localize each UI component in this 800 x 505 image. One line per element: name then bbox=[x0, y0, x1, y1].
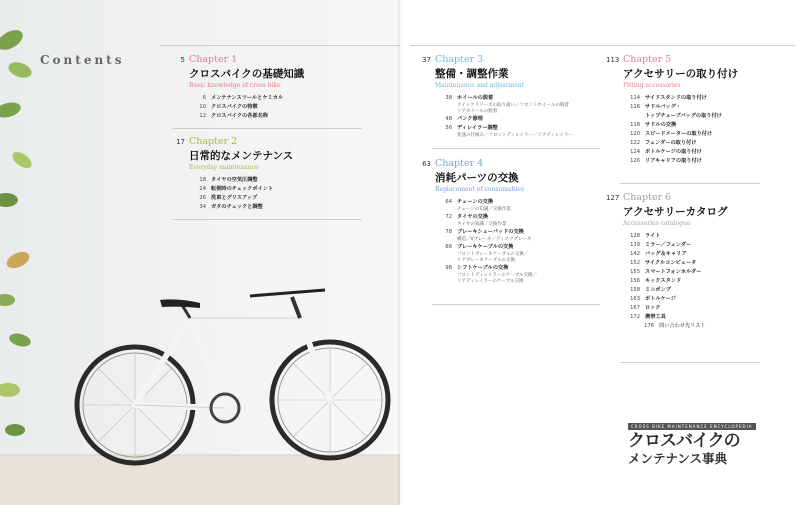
contents-list bbox=[172, 94, 304, 121]
item-page-number: 120 bbox=[630, 131, 640, 137]
chapter-header bbox=[418, 158, 537, 169]
contents-item bbox=[172, 112, 304, 121]
chapter-page-number: 63 bbox=[422, 160, 431, 168]
contents-item bbox=[606, 112, 738, 121]
item-page-number: 10 bbox=[199, 104, 206, 110]
item-subtopics: タイヤの知識／交換作業 bbox=[457, 222, 507, 227]
item-title: シフトケーブルの交換 bbox=[457, 265, 509, 271]
item-page-number: 142 bbox=[630, 251, 640, 257]
contents-item bbox=[606, 313, 727, 322]
chapter-title: 消耗パーツの交換 bbox=[435, 172, 519, 184]
item-title: メンテナンスツールとケミカル bbox=[211, 95, 284, 101]
chapter-title: アクセサリーの取り付け bbox=[623, 68, 739, 80]
chapter-subtitle-en: Replacement of consumables bbox=[435, 186, 524, 193]
item-page-number: 124 bbox=[630, 149, 640, 155]
item-page-number: 152 bbox=[630, 260, 640, 266]
chapter-header bbox=[172, 54, 304, 65]
logo-tagline: CROSS BIKE MAINTENANCE ENCYCLOPEDIA bbox=[628, 423, 756, 430]
divider bbox=[160, 45, 400, 46]
contents-item bbox=[606, 286, 727, 295]
item-title: クロスバイクの特徴 bbox=[211, 104, 258, 110]
item-title: バッグ＆キャリア bbox=[645, 251, 687, 257]
item-title: ボトルケージの取り付け bbox=[645, 149, 702, 155]
logo-title-line2: メンテナンス事典 bbox=[628, 451, 728, 466]
item-subtopics: クイックリリーズの取り扱い／フロントホイールの脱着 bbox=[457, 103, 569, 108]
contents-item bbox=[606, 259, 727, 268]
chapter-title: アクセサリーカタログ bbox=[623, 206, 728, 218]
item-title: クロスバイクの各部名称 bbox=[211, 113, 268, 119]
item-title: ホイールの脱着 bbox=[457, 95, 494, 101]
item-page-number: 158 bbox=[630, 287, 640, 293]
item-title: ボトルケージ bbox=[645, 296, 676, 302]
logo-title-line1: クロスバイクの bbox=[628, 431, 740, 451]
item-page-number: 156 bbox=[630, 278, 640, 284]
contents-item bbox=[606, 277, 727, 286]
item-title: リアキャリアの取り付け bbox=[645, 158, 702, 164]
item-title: 問い合わせ先リスト bbox=[659, 323, 706, 329]
item-title: ロック bbox=[645, 305, 661, 311]
item-title: ガタのチェックと調整 bbox=[211, 204, 263, 210]
item-title: ライト bbox=[645, 233, 661, 239]
chapter-header bbox=[606, 54, 738, 65]
item-page-number: 18 bbox=[199, 177, 206, 183]
contents-item bbox=[418, 124, 573, 133]
chapter-header bbox=[606, 192, 727, 203]
chapter-header bbox=[172, 136, 293, 147]
item-title: パンク修理 bbox=[457, 116, 483, 122]
contents-item bbox=[418, 198, 537, 207]
item-subtopics: チェーンの知識／交換作業 bbox=[457, 207, 511, 212]
contents-item bbox=[418, 264, 537, 273]
contents-item bbox=[606, 241, 727, 250]
item-page-number: 86 bbox=[445, 244, 452, 250]
item-page-number: 48 bbox=[445, 116, 452, 122]
divider bbox=[432, 304, 600, 305]
contents-item bbox=[606, 148, 738, 157]
divider bbox=[432, 148, 600, 149]
chapter-page-number: 113 bbox=[606, 56, 620, 64]
book-logo bbox=[628, 413, 763, 466]
chapter-label: Chapter 5 bbox=[623, 54, 672, 65]
item-title: タイヤの空気圧調整 bbox=[211, 177, 258, 183]
chapter-6-section bbox=[606, 192, 727, 331]
divider bbox=[172, 219, 362, 220]
item-page-number: 163 bbox=[630, 296, 640, 302]
chapter-page-number: 37 bbox=[422, 56, 431, 64]
contents-item bbox=[606, 232, 727, 241]
item-page-number: 6 bbox=[202, 95, 206, 101]
item-title: ミラー／フェンダー bbox=[645, 242, 692, 248]
contents-list bbox=[418, 198, 537, 285]
contents-item bbox=[606, 157, 738, 166]
item-page-number: 118 bbox=[630, 122, 640, 128]
contents-item bbox=[418, 115, 573, 124]
contents-item bbox=[606, 322, 727, 331]
item-page-number: 98 bbox=[445, 265, 452, 271]
contents-list bbox=[606, 232, 727, 331]
item-page-number: 155 bbox=[630, 269, 640, 275]
item-title: サドルの交換 bbox=[645, 122, 677, 128]
chapter-label: Chapter 6 bbox=[623, 192, 672, 203]
item-page-number: 167 bbox=[630, 305, 640, 311]
item-page-number: 78 bbox=[445, 229, 452, 235]
contents-list bbox=[172, 176, 293, 212]
contents-item bbox=[606, 295, 727, 304]
item-subtopics: リアディレイラーのケーブル交換 bbox=[457, 279, 524, 284]
item-title: ブレーキシューパッドの交換 bbox=[457, 229, 524, 235]
item-title: キックスタンド bbox=[645, 278, 682, 284]
item-page-number: 64 bbox=[445, 199, 452, 205]
item-title: ブレーキケーブルの交換 bbox=[457, 244, 514, 250]
item-title: サイドスタンドの取り付け bbox=[645, 95, 707, 101]
divider bbox=[620, 183, 760, 184]
item-page-number: 26 bbox=[199, 195, 206, 201]
chapter-title: 整備・調整作業 bbox=[435, 68, 509, 80]
contents-item bbox=[606, 304, 727, 313]
contents-item bbox=[606, 139, 738, 148]
item-page-number: 12 bbox=[199, 113, 206, 119]
contents-item bbox=[606, 94, 738, 103]
chapter-1-section bbox=[172, 54, 304, 121]
item-page-number: 126 bbox=[630, 158, 640, 164]
contents-item bbox=[606, 121, 738, 130]
chapter-subtitle-en: Accessories catalogue bbox=[623, 220, 691, 227]
divider bbox=[172, 128, 362, 129]
item-page-number: 172 bbox=[630, 314, 640, 320]
contents-item bbox=[172, 194, 293, 203]
contents-item bbox=[606, 268, 727, 277]
item-subtopics: フロントディレイラーのケーブル交換／ bbox=[457, 273, 538, 278]
chapter-5-section bbox=[606, 54, 738, 166]
item-title: スピードメーターの取り付け bbox=[645, 131, 713, 137]
chapter-header bbox=[418, 54, 573, 65]
chapter-label: Chapter 3 bbox=[435, 54, 484, 65]
chapter-label: Chapter 1 bbox=[189, 54, 238, 65]
item-subtopics: リアブレーキケーブルの交換 bbox=[457, 258, 515, 263]
chapter-2-section bbox=[172, 136, 293, 212]
chapter-title: クロスバイクの基礎知識 bbox=[189, 68, 305, 80]
item-title: ディレイラー調整 bbox=[457, 125, 498, 131]
item-subtopics: 変速の仕組み／フロントディレイラー／リアディレイラー bbox=[457, 133, 573, 138]
chapter-page-number: 5 bbox=[180, 56, 185, 64]
divider bbox=[410, 45, 795, 46]
item-title: ミニポンプ bbox=[645, 287, 671, 293]
page-gutter bbox=[398, 0, 404, 505]
contents-list bbox=[606, 94, 738, 166]
item-title: トップチューブバッグの取り付け bbox=[645, 113, 722, 119]
contents-list bbox=[418, 94, 573, 139]
contents-item bbox=[418, 94, 573, 103]
contents-item bbox=[172, 176, 293, 185]
item-subtopics: フロントブレーキケーブルの交換／ bbox=[457, 252, 529, 257]
item-page-number: 38 bbox=[445, 95, 452, 101]
item-title: 洗車とグリスアップ bbox=[211, 195, 258, 201]
contents-item bbox=[606, 103, 738, 112]
chapter-3-section bbox=[418, 54, 573, 139]
item-page-number: 72 bbox=[445, 214, 452, 220]
item-title: 携帯工具 bbox=[645, 314, 666, 320]
contents-heading: Contents bbox=[40, 53, 125, 67]
chapter-title: 日常的なメンテナンス bbox=[189, 150, 294, 162]
contents-item bbox=[172, 103, 304, 112]
chapter-label: Chapter 4 bbox=[435, 158, 484, 169]
item-page-number: 128 bbox=[630, 233, 640, 239]
contents-item bbox=[172, 185, 293, 194]
item-page-number: 24 bbox=[199, 186, 206, 192]
item-title: タイヤの交換 bbox=[457, 214, 489, 220]
chapter-page-number: 17 bbox=[176, 138, 185, 146]
chapter-subtitle-en: Maintenance and adjustment bbox=[435, 82, 524, 89]
item-page-number: 34 bbox=[199, 204, 206, 210]
item-title: チェーンの交換 bbox=[457, 199, 494, 205]
item-page-number: 176 bbox=[644, 323, 654, 329]
item-page-number: 56 bbox=[445, 125, 452, 131]
item-page-number: 139 bbox=[630, 242, 640, 248]
item-title: スマートフォンホルダー bbox=[645, 269, 702, 275]
divider bbox=[620, 362, 760, 363]
contents-item bbox=[418, 228, 537, 237]
contents-item bbox=[418, 243, 537, 252]
chapter-label: Chapter 2 bbox=[189, 136, 238, 147]
chapter-subtitle-en: Everyday maintenance bbox=[189, 164, 259, 171]
item-title: サイクルコンピュータ bbox=[645, 260, 697, 266]
item-title: フェンダーの取り付け bbox=[645, 140, 697, 146]
contents-item bbox=[606, 250, 727, 259]
chapter-4-section bbox=[418, 158, 537, 285]
chapter-subtitle-en: Fitting accessories bbox=[623, 82, 681, 89]
chapter-page-number: 127 bbox=[606, 194, 620, 202]
item-title: 転倒時のチェックポイント bbox=[211, 186, 274, 192]
chapter-subtitle-en: Basic knowledge of cross bike bbox=[189, 82, 281, 89]
contents-item bbox=[606, 130, 738, 139]
contents-item bbox=[172, 203, 293, 212]
item-subtopics: 構造／Vブレーキ／ディスクブレーキ bbox=[457, 237, 532, 242]
item-page-number: 122 bbox=[630, 140, 640, 146]
item-title: サドルバッグ・ bbox=[645, 104, 681, 110]
item-page-number: 114 bbox=[630, 95, 640, 101]
contents-item bbox=[418, 213, 537, 222]
item-subtopics: リアホイールの脱着 bbox=[457, 109, 498, 114]
contents-item bbox=[172, 94, 304, 103]
item-page-number: 116 bbox=[630, 104, 640, 110]
